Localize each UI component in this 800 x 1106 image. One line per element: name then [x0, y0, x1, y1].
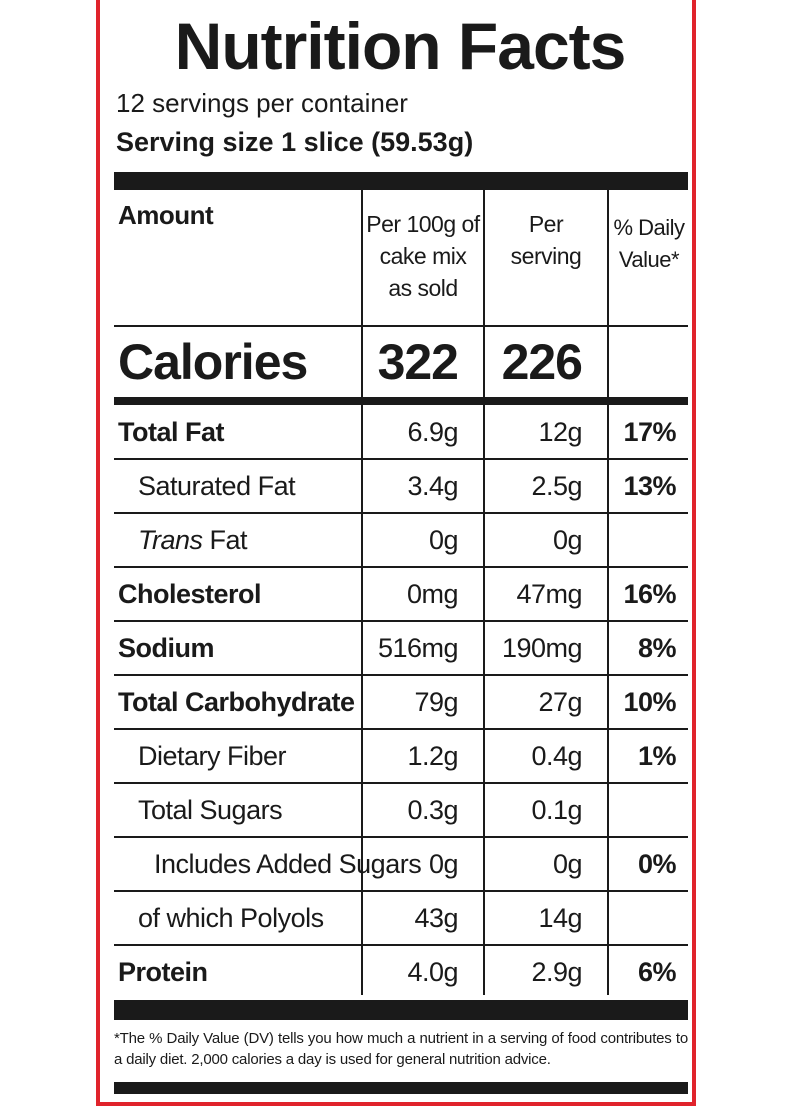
top-thick-bar: [114, 172, 688, 190]
nutrient-per-serving-cholesterol: 47mg: [516, 578, 582, 609]
nutrient-per-serving-total-fat: 12g: [538, 416, 582, 447]
nutrient-per100-dietary-fiber: 1.2g: [407, 740, 458, 771]
nutrient-per-serving-saturated-fat: 2.5g: [531, 470, 582, 501]
nutrient-label-includes-added-sugars: Includes Added Sugars: [154, 848, 422, 879]
nutrient-per-serving-includes-added-sugars: 0g: [552, 848, 582, 879]
nutrient-label-rest: Fat: [202, 524, 248, 555]
calories-divider: [114, 397, 688, 405]
nutrient-dv-cholesterol: 16%: [623, 578, 676, 609]
dv-header: [610, 212, 688, 276]
nutrient-dv-saturated-fat: 13%: [623, 470, 676, 501]
nutrient-per-serving-trans-fat: 0g: [552, 524, 582, 555]
per100-header-line3: as sold: [388, 275, 458, 301]
dv-header-line1: % Daily: [613, 215, 685, 240]
nutrient-dv-includes-added-sugars: 0%: [637, 848, 676, 879]
calories-label: Calories: [118, 334, 308, 390]
nutrient-per100-total-fat: 6.9g: [407, 416, 458, 447]
nutrient-dv-total-carbohydrate: 10%: [623, 686, 676, 717]
per-serving-header: [486, 208, 606, 272]
per-serving-header-line2: serving: [510, 243, 582, 269]
serving-size: Serving size 1 slice (59.53g): [116, 127, 474, 157]
nutrient-per-serving-protein: 2.9g: [531, 956, 582, 987]
nutrient-per100-of-which-polyols: 43g: [414, 902, 458, 933]
nutrient-label-italic: Trans: [138, 524, 203, 555]
nutrient-dv-sodium: 8%: [637, 632, 676, 663]
nutrient-dv-total-sugars: [610, 783, 676, 837]
per-serving-header-line1: Per: [528, 211, 564, 237]
per100-header-line1: Per 100g of: [366, 211, 480, 237]
nutrient-per100-cholesterol: 0mg: [406, 578, 458, 609]
nutrient-per100-trans-fat: 0g: [428, 524, 458, 555]
nutrient-label-sodium: Sodium: [118, 632, 214, 663]
nutrient-label-total-fat: Total Fat: [118, 416, 224, 447]
calories-per-serving: 226: [501, 334, 582, 390]
nutrient-dv-trans-fat: [610, 513, 676, 567]
nutrient-per-serving-dietary-fiber: 0.4g: [531, 740, 582, 771]
nutrient-per-serving-total-carbohydrate: 27g: [538, 686, 582, 717]
per100-header: [364, 208, 482, 304]
dv-header-line2: Value*: [618, 247, 680, 272]
nutrient-per-serving-total-sugars: 0.1g: [531, 794, 582, 825]
footer-bar: [114, 1082, 688, 1094]
footnote: *The % Daily Value (DV) tells you how much a nutrient in a serving of food contributes to a daily diet. 2,000 calories a day is used for general nutrition advice.: [114, 1030, 688, 1068]
page-title: Nutrition Facts: [174, 9, 626, 83]
nutrient-per100-protein: 4.0g: [407, 956, 458, 987]
nutrient-label-cholesterol: Cholesterol: [118, 578, 262, 609]
nutrient-label-saturated-fat: Saturated Fat: [138, 470, 296, 501]
nutrient-label-protein: Protein: [118, 956, 208, 987]
nutrient-per100-total-sugars: 0.3g: [407, 794, 458, 825]
per100-header-line2: cake mix: [379, 243, 467, 269]
nutrient-per-serving-of-which-polyols: 14g: [538, 902, 582, 933]
nutrient-dv-dietary-fiber: 1%: [637, 740, 676, 771]
nutrient-per100-total-carbohydrate: 79g: [414, 686, 458, 717]
nutrient-per-serving-sodium: 190mg: [501, 632, 582, 663]
nutrient-dv-protein: 6%: [637, 956, 676, 987]
column-divider-2: [483, 190, 485, 995]
nutrient-per100-sodium: 516mg: [377, 632, 458, 663]
nutrient-per100-saturated-fat: 3.4g: [407, 470, 458, 501]
servings-per-container: 12 servings per container: [116, 88, 408, 118]
nutrient-dv-total-fat: 17%: [623, 416, 676, 447]
nutrient-per100-includes-added-sugars: 0g: [428, 848, 458, 879]
nutrient-label-of-which-polyols: of which Polyols: [138, 902, 324, 933]
column-divider-3: [607, 190, 609, 995]
nutrient-label-trans-fat: [138, 513, 247, 567]
nutrient-dv-of-which-polyols: [610, 891, 676, 945]
calories-per100: 322: [377, 334, 458, 390]
amount-header: Amount: [118, 200, 214, 230]
nutrient-label-total-sugars: Total Sugars: [138, 794, 283, 825]
bottom-thick-bar: [114, 1000, 688, 1020]
nutrient-label-total-carbohydrate: Total Carbohydrate: [118, 686, 355, 717]
nutrient-label-dietary-fiber: Dietary Fiber: [138, 740, 287, 771]
